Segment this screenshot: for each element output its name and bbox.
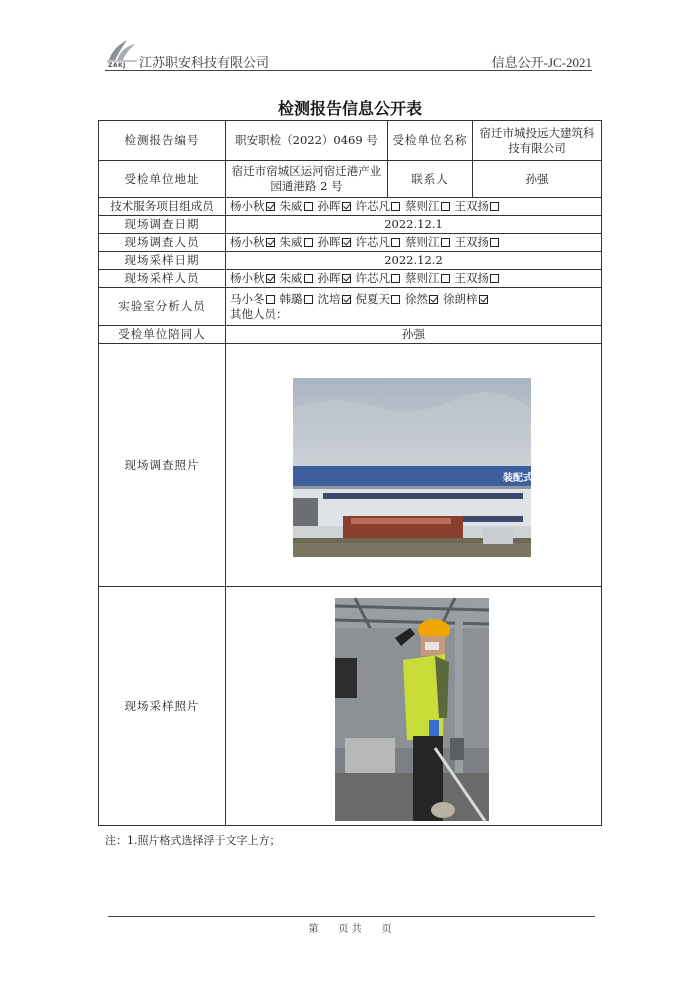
person-entry bbox=[405, 292, 443, 306]
survey-date-value: 2022.12.1 bbox=[226, 216, 602, 234]
unit-name-value: 宿迁市城投远大建筑科技有限公司 bbox=[473, 121, 602, 161]
survey-date-label: 现场调查日期 bbox=[99, 216, 226, 234]
checked-checkbox-icon bbox=[429, 295, 438, 304]
address-label: 受检单位地址 bbox=[99, 161, 226, 198]
person-name: 孙晖 bbox=[317, 199, 341, 213]
lab-staff-list bbox=[230, 292, 597, 307]
person-entry bbox=[318, 235, 356, 249]
site-survey-photo bbox=[293, 378, 543, 557]
team-members bbox=[226, 198, 602, 216]
person-name: 许芯凡 bbox=[355, 199, 390, 213]
person-entry bbox=[280, 199, 318, 213]
table-row bbox=[99, 288, 602, 326]
report-no-label: 检测报告编号 bbox=[99, 121, 226, 161]
person-name: 蔡则江 bbox=[405, 235, 440, 249]
unchecked-checkbox-icon bbox=[391, 295, 400, 304]
person-name: 孙晖 bbox=[317, 271, 341, 285]
person-entry bbox=[405, 235, 455, 249]
sampling-staff-label: 现场采样人员 bbox=[99, 270, 226, 288]
person-name: 朱威 bbox=[279, 199, 303, 213]
unchecked-checkbox-icon bbox=[304, 274, 313, 283]
escort-label: 受检单位陪同人 bbox=[99, 326, 226, 344]
person-entry bbox=[356, 292, 406, 306]
unchecked-checkbox-icon bbox=[441, 274, 450, 283]
person-name: 王双扬 bbox=[454, 271, 489, 285]
unchecked-checkbox-icon bbox=[490, 238, 499, 247]
person-entry bbox=[405, 271, 455, 285]
factory-building-image bbox=[293, 378, 543, 557]
survey-staff-label: 现场调查人员 bbox=[99, 234, 226, 252]
report-no-value: 职安职检（2022）0469 号 bbox=[226, 121, 388, 161]
person-name: 杨小秋 bbox=[230, 271, 265, 285]
person-entry bbox=[443, 292, 493, 306]
checked-checkbox-icon bbox=[342, 238, 351, 247]
unchecked-checkbox-icon bbox=[441, 202, 450, 211]
logo-text: ZAKJ bbox=[108, 62, 126, 69]
escort-value: 孙强 bbox=[226, 326, 602, 344]
person-entry bbox=[230, 235, 280, 249]
person-name: 徐然 bbox=[405, 291, 428, 306]
sampling-date-value: 2022.12.2 bbox=[226, 252, 602, 270]
checked-checkbox-icon bbox=[266, 238, 275, 247]
unchecked-checkbox-icon bbox=[304, 202, 313, 211]
person-entry bbox=[455, 271, 505, 285]
person-name: 蔡则江 bbox=[405, 271, 440, 285]
address-value: 宿迁市宿城区运河宿迁港产业园通港路 2 号 bbox=[226, 161, 388, 198]
person-name: 蔡则江 bbox=[405, 199, 440, 213]
page-header bbox=[105, 36, 592, 70]
person-entry bbox=[455, 199, 505, 213]
survey-staff bbox=[226, 234, 602, 252]
lab-staff bbox=[226, 288, 602, 326]
sampling-photo-label: 现场采样照片 bbox=[99, 587, 226, 826]
person-entry bbox=[356, 199, 406, 213]
person-entry bbox=[318, 292, 356, 306]
unchecked-checkbox-icon bbox=[490, 274, 499, 283]
person-name: 杨小秋 bbox=[230, 235, 265, 249]
company-name: 江苏职安科技有限公司 bbox=[139, 56, 270, 71]
unchecked-checkbox-icon bbox=[391, 274, 400, 283]
person-entry bbox=[318, 271, 356, 285]
person-entry bbox=[230, 292, 280, 306]
table-row bbox=[99, 198, 602, 216]
person-name: 朱威 bbox=[279, 271, 303, 285]
checked-checkbox-icon bbox=[266, 202, 275, 211]
unchecked-checkbox-icon bbox=[490, 202, 499, 211]
person-entry bbox=[318, 199, 356, 213]
site-sampling-photo bbox=[335, 598, 489, 821]
unchecked-checkbox-icon bbox=[391, 202, 400, 211]
person-name: 许芯凡 bbox=[355, 235, 390, 249]
team-label: 技术服务项目组成员 bbox=[99, 198, 226, 216]
footer-divider bbox=[108, 916, 595, 917]
person-entry bbox=[280, 271, 318, 285]
unchecked-checkbox-icon bbox=[391, 238, 400, 247]
page-title: 检测报告信息公开表 bbox=[277, 99, 422, 118]
table-row bbox=[99, 121, 602, 161]
table-row bbox=[99, 216, 602, 234]
person-entry bbox=[356, 235, 406, 249]
sampling-date-label: 现场采样日期 bbox=[99, 252, 226, 270]
survey-photo-label: 现场调查照片 bbox=[99, 344, 226, 587]
factory-sign-text: 装配式建 bbox=[503, 473, 543, 484]
table-row bbox=[99, 326, 602, 344]
person-name: 韩璐 bbox=[279, 291, 303, 306]
unchecked-checkbox-icon bbox=[304, 295, 313, 304]
checked-checkbox-icon bbox=[342, 274, 351, 283]
person-name: 朱威 bbox=[279, 235, 303, 249]
table-row bbox=[99, 270, 602, 288]
checked-checkbox-icon bbox=[479, 295, 488, 304]
contact-value: 孙强 bbox=[473, 161, 602, 198]
checked-checkbox-icon bbox=[342, 295, 351, 304]
person-entry bbox=[356, 271, 406, 285]
table-row bbox=[99, 234, 602, 252]
person-entry bbox=[280, 235, 318, 249]
person-entry bbox=[280, 292, 318, 306]
footnote: 注：1.照片格式选择浮于文字上方； bbox=[105, 834, 281, 847]
person-name: 许芯凡 bbox=[355, 271, 390, 285]
worker-sampling-image bbox=[335, 598, 489, 821]
person-name: 马小冬 bbox=[230, 291, 265, 306]
person-name: 倪夏天 bbox=[355, 291, 390, 306]
lab-label: 实验室分析人员 bbox=[99, 288, 226, 326]
unchecked-checkbox-icon bbox=[441, 238, 450, 247]
person-entry bbox=[455, 235, 505, 249]
person-entry bbox=[405, 199, 455, 213]
person-entry bbox=[230, 199, 280, 213]
unchecked-checkbox-icon bbox=[304, 238, 313, 247]
person-name: 王双扬 bbox=[454, 235, 489, 249]
unit-name-label: 受检单位名称 bbox=[388, 121, 473, 161]
person-entry bbox=[230, 271, 280, 285]
contact-label: 联系人 bbox=[388, 161, 473, 198]
document-number: 信息公开-JC-2021 bbox=[491, 55, 592, 70]
table-row bbox=[99, 252, 602, 270]
person-name: 徐朗梓 bbox=[443, 291, 478, 306]
unchecked-checkbox-icon bbox=[266, 295, 275, 304]
sampling-staff bbox=[226, 270, 602, 288]
checked-checkbox-icon bbox=[266, 274, 275, 283]
person-name: 王双扬 bbox=[454, 199, 489, 213]
person-name: 沈培 bbox=[317, 291, 341, 306]
person-name: 杨小秋 bbox=[230, 199, 265, 213]
page-footer: 第 页 共 页 bbox=[308, 924, 392, 935]
checked-checkbox-icon bbox=[342, 202, 351, 211]
other-staff: 其他人员： bbox=[230, 306, 288, 321]
person-name: 孙晖 bbox=[317, 235, 341, 249]
header-divider bbox=[105, 70, 592, 71]
table-row bbox=[99, 161, 602, 198]
